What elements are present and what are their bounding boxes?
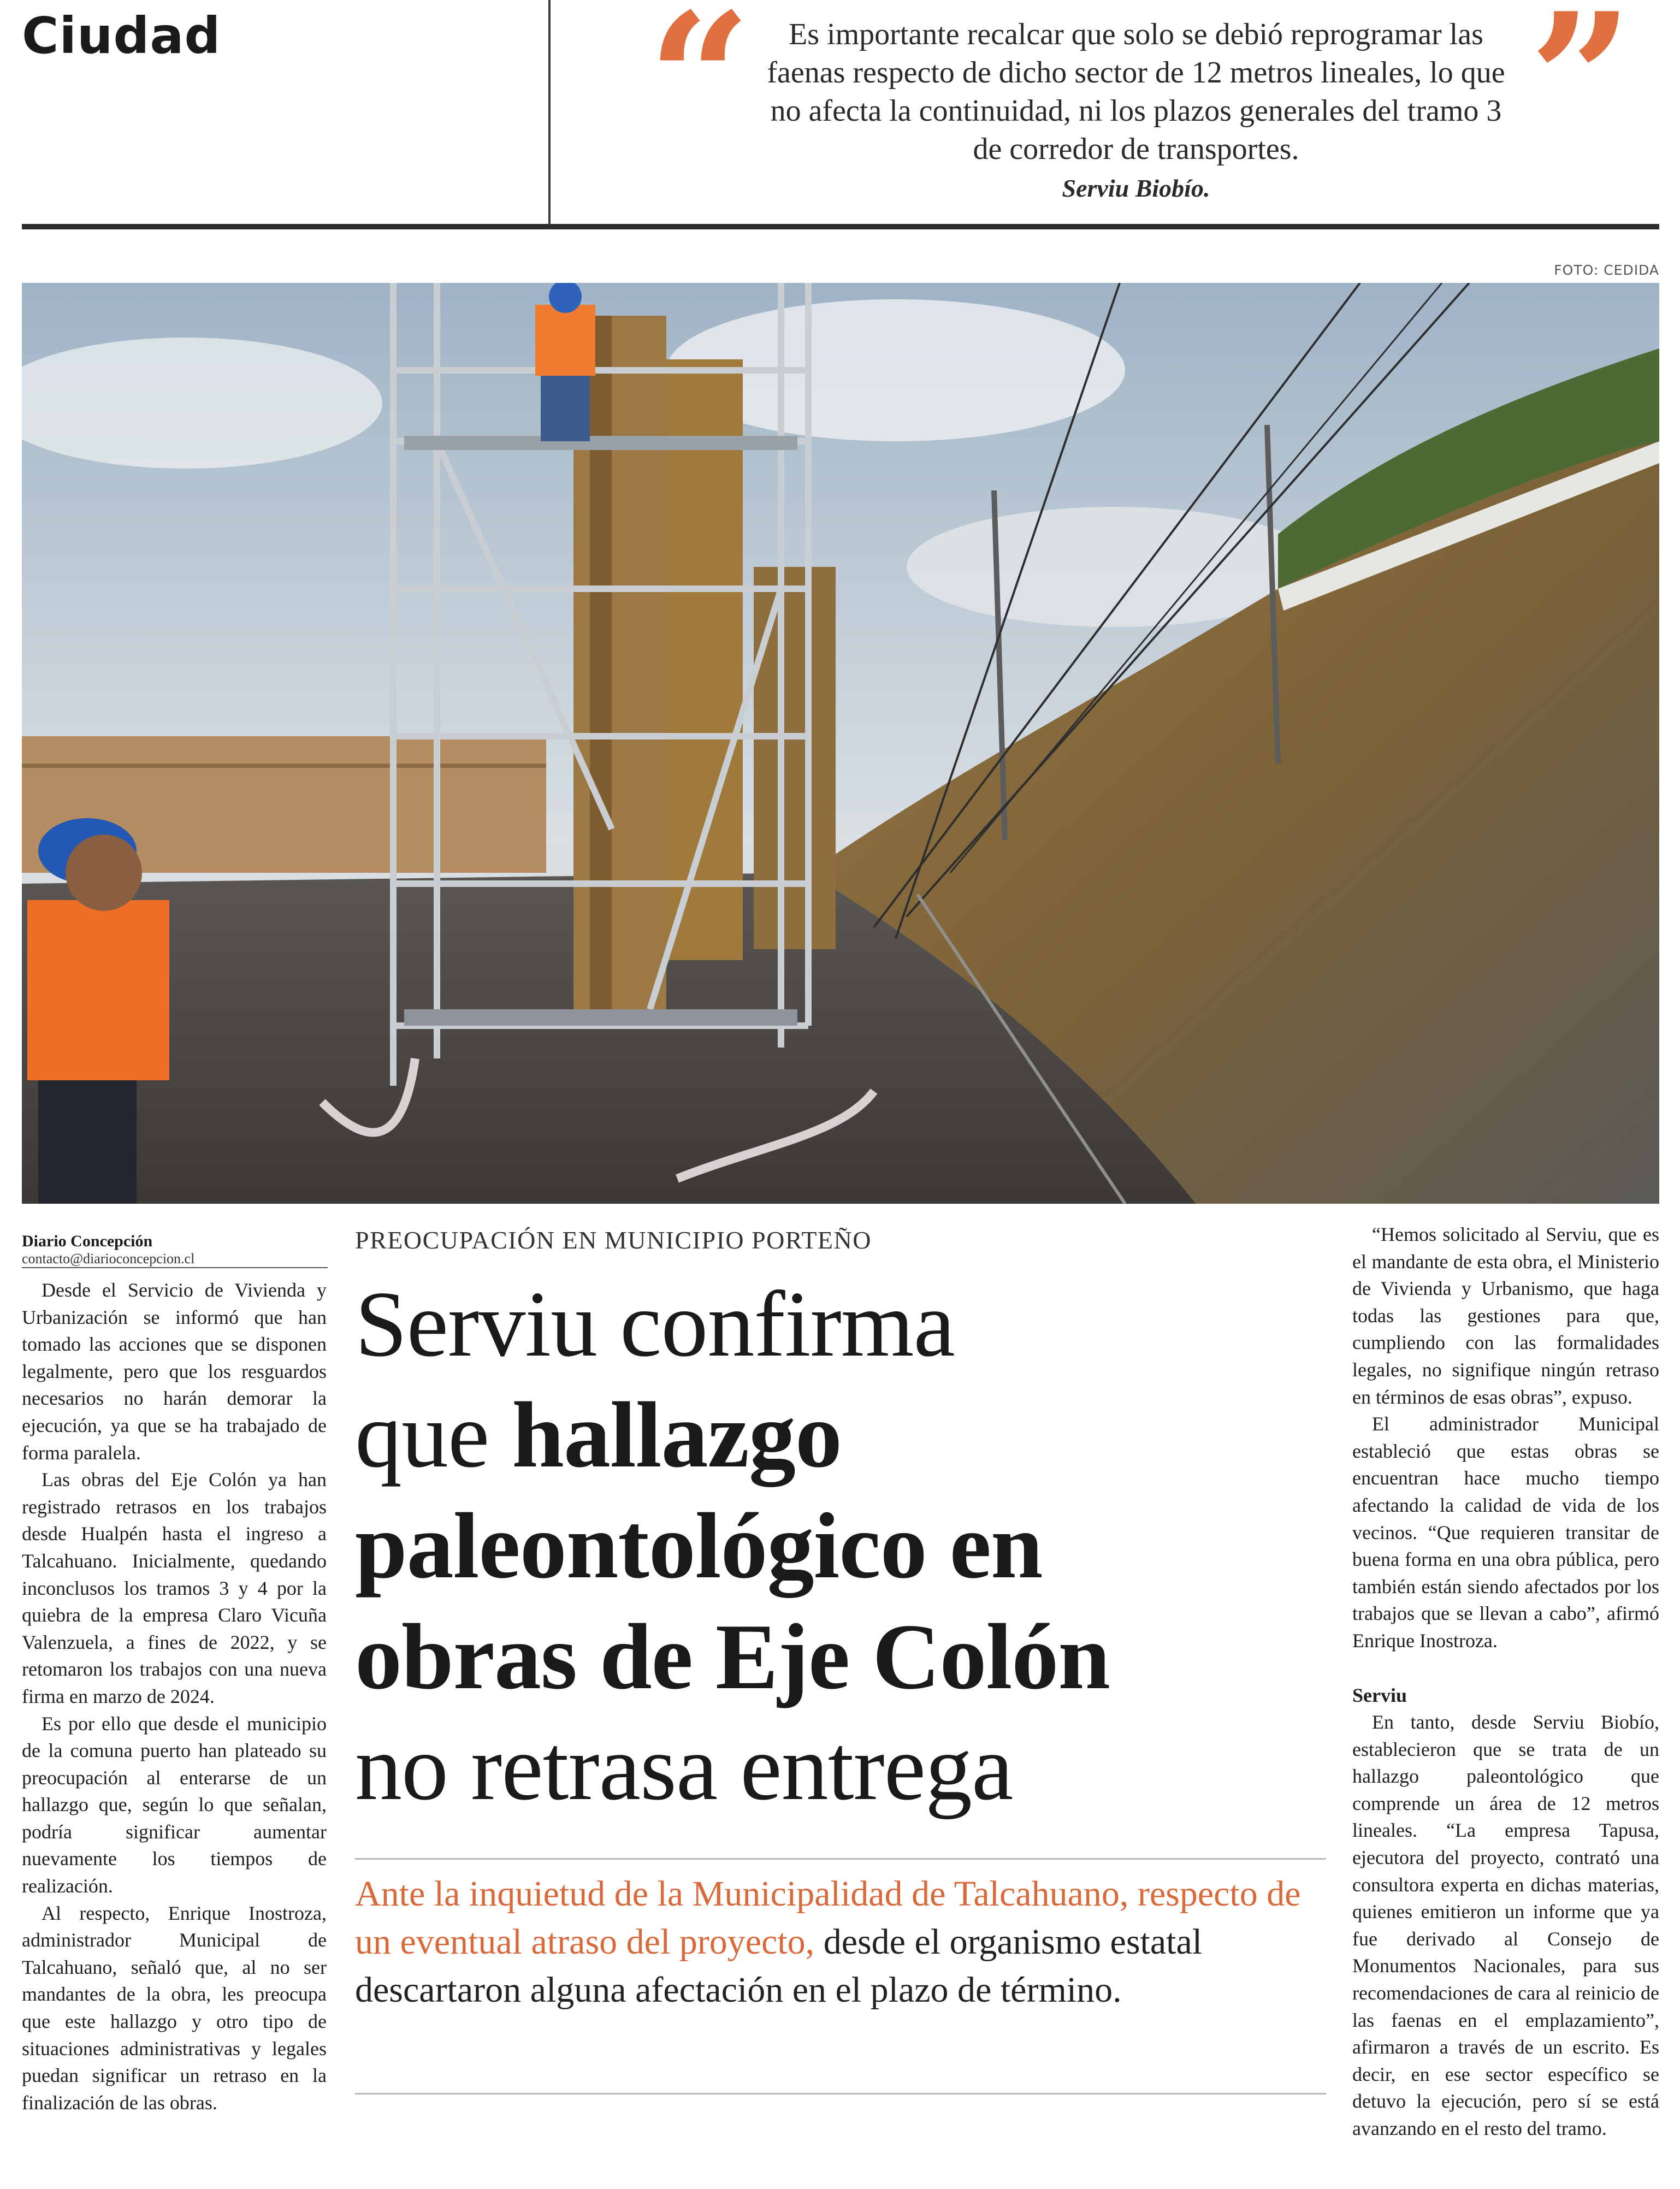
byline-name: Diario Concepción xyxy=(22,1232,153,1250)
paragraph: “Hemos solicitado al Serviu, que es el mandante de esta obra, el Ministerio de Vivienda y Urbanismo, que haga todas las gestiones para que, cumpliendo con las formalidades legales, no signifique ningún retraso en términos de esas obras”, expuso. xyxy=(1352,1223,1659,1408)
paragraph: En tanto, desde Serviu Biobío, establecieron que se trata de un hallazgo paleontológico que comprende un área de 12 metros lineales. “La empresa Tapusa, ejecutora del proyecto, contrató una consultora experta en dichas materias, quienes emitieron un informe que ya fue derivado al Consejo de Monumentos Nacionales, para sus recomendaciones de cara al reinicio de las faenas en el emplazamiento”, afirmaron a través de un escrito. Es decir, en ese sector específico se detuvo la ejecución, pero sí se está avanzando en el resto del tramo. xyxy=(1352,1711,1659,2139)
construction-scene-illustration xyxy=(22,283,1659,1204)
article-photo xyxy=(22,283,1659,1204)
pull-quote-text: Es importante recalcar que solo se debió reprogramar las faenas respecto de dicho sector de 12 metros lineales, lo que no afecta la continuidad, ni los plazos generales del tramo 3 de corredor de transportes. xyxy=(767,17,1505,166)
headline-bold-part: hallazgo xyxy=(512,1383,842,1487)
header-rule xyxy=(22,224,1659,229)
close-quote-icon: ” xyxy=(1529,0,1633,185)
headline-line: Serviu confirma xyxy=(355,1273,955,1376)
byline-rule xyxy=(22,1267,328,1268)
section-label: Ciudad xyxy=(22,7,221,65)
left-column xyxy=(22,1277,327,2116)
deck-rest: desde el organismo estatal descartaron alguna afectación en el plazo de término. xyxy=(355,1922,1203,2010)
paragraph: Es por ello que desde el municipio de la comuna puerto han plateado su preocupación al enterarse de un hallazgo que, según lo que señalan, podría significar aumentar nuevamente los tiempos de realización. xyxy=(22,1712,327,1897)
deck-accent: Ante la inquietud de la Municipalidad de Talcahuano, respecto de un eventual atraso del proyecto, xyxy=(355,1874,1301,1962)
open-quote-icon: “ xyxy=(648,0,752,185)
header-divider xyxy=(548,0,551,225)
headline xyxy=(355,1269,1338,1824)
deck-rule xyxy=(355,2093,1326,2095)
paragraph: El administrador Municipal estableció que estas obras se encuentran hace mucho tiempo afectando la calidad de vida de los vecinos. “Que requieren transitar de buena forma en una obra pública, pero también están siendo afectados por los trabajos que se llevan a cabo”, afirmó Enrique Inostroza. xyxy=(1352,1413,1659,1652)
photo-credit: FOTO: CEDIDA xyxy=(1554,262,1659,278)
headline-line xyxy=(355,1380,1338,1491)
headline-line: obras de Eje Colón xyxy=(355,1605,1110,1709)
pull-quote-author: Serviu Biobío. xyxy=(1062,174,1210,202)
kicker: PREOCUPACIÓN EN MUNICIPIO PORTEÑO xyxy=(355,1226,872,1254)
deck-rule xyxy=(355,1858,1326,1860)
headline-line: no retrasa entrega xyxy=(355,1716,1013,1820)
right-column xyxy=(1352,1221,1659,2143)
subheading: Serviu xyxy=(1352,1684,1407,1706)
deck xyxy=(355,1870,1326,2014)
paragraph: Al respecto, Enrique Inostroza, administrador Municipal de Talcahuano, señaló que, al no ser mandantes de la obra, les preocupa que este hallazgo y otro tipo de situaciones administrativas y legales puedan significar un retraso en la finalización de las obras. xyxy=(22,1902,327,2114)
paragraph: Desde el Servicio de Vivienda y Urbanización se informó que han tomado las acciones que se disponen legalmente, pero que los resguardos necesarios no harán demorar la ejecución, ya que se ha trabajado de forma paralela. xyxy=(22,1279,327,1464)
byline-email: contacto@diarioconcepcion.cl xyxy=(22,1251,195,1267)
headline-line: paleontológico en xyxy=(355,1494,1043,1598)
paragraph: Las obras del Eje Colón ya han registrado retrasos en los trabajos desde Hualpén hasta el ingreso a Talcahuano. Inicialmente, quedando inconclusos los tramos 3 y 4 por la quiebra de la empresa Claro Vicuña Valenzuela, a fines de 2022, y se retomaron los trabajos con una nueva firma en marzo de 2024. xyxy=(22,1469,327,1707)
pull-quote xyxy=(754,15,1518,208)
headline-regular-part: que xyxy=(355,1383,512,1487)
